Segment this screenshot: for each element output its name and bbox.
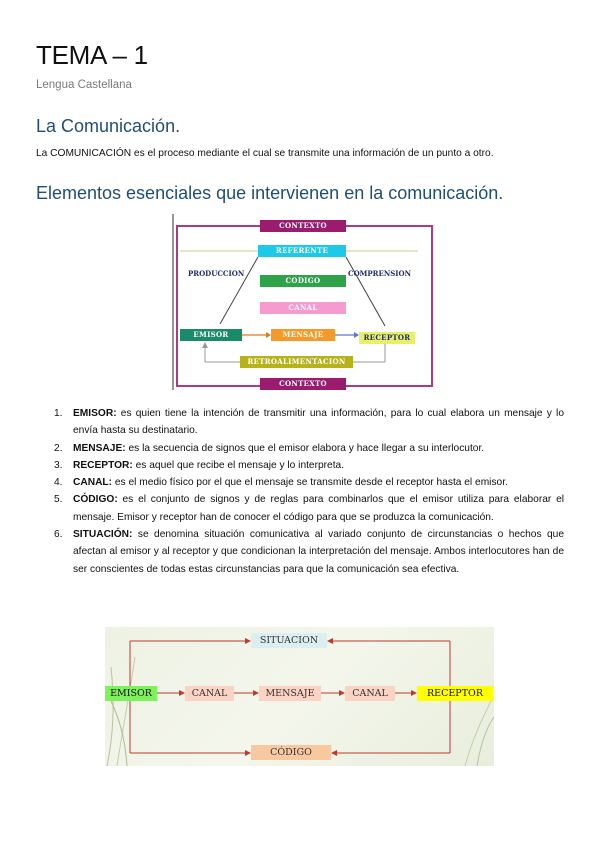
comprension-label: COMPRENSION: [348, 269, 412, 278]
subject-subtitle: Lengua Castellana: [36, 79, 132, 91]
mensaje-box: MENSAJE: [259, 686, 321, 701]
contexto-top-box: CONTEXTO: [260, 220, 346, 232]
list-item: 1. EMISOR: es quien tiene la intención de transmitir una información, para lo cual elabora un mensaje y lo envía hasta su destinatario.: [54, 408, 564, 437]
codigo-box: CODIGO: [260, 275, 346, 287]
receptor-box: RECEPTOR: [359, 332, 415, 344]
list-item: 2. MENSAJE: es la secuencia de signos que el emisor elabora y hace llegar a su interlocutor.: [54, 442, 485, 454]
codigo-box: CÓDIGO: [251, 745, 331, 760]
section-heading-elementos: Elementos esenciales que intervienen en la comunicación.: [36, 183, 504, 203]
situacion-box: SITUACION: [251, 633, 327, 648]
list-item: 6. SITUACIÓN: se denomina situación comunicativa al variado conjunto de circunstancias o hechos que afectan al emisor y al receptor y que condicionan la interpretación del mensaje. Ambos interlocutores han de ser conscientes de todas estas circunstancias para que la comunicación sea efectiva.: [54, 529, 564, 575]
definition-paragraph: La COMUNICACIÓN es el proceso mediante el cual se transmite una información de un punto a otro.: [36, 148, 494, 159]
emisor-box: EMISOR: [180, 329, 242, 341]
section-heading-comunicacion: La Comunicación.: [36, 116, 181, 136]
canal-box-1: CANAL: [185, 686, 234, 701]
canal-box: CANAL: [260, 302, 346, 314]
elements-list: [54, 405, 564, 578]
mensaje-box: MENSAJE: [271, 329, 335, 341]
communication-elements-diagram: [170, 214, 435, 394]
page-title: TEMA – 1: [36, 40, 148, 70]
communication-flow-diagram: [105, 627, 494, 766]
retroalimentacion-box: RETROALIMENTACION: [240, 356, 353, 368]
receptor-box: RECEPTOR: [417, 686, 493, 701]
emisor-box: EMISOR: [105, 686, 157, 701]
contexto-bottom-box: CONTEXTO: [260, 378, 346, 390]
canal-box-2: CANAL: [345, 686, 395, 701]
list-item: 5. CÓDIGO: es el conjunto de signos y de reglas para combinarlos que el emisor utiliza para elaborar el mensaje. Emisor y receptor han de conocer el código para que se produzca la comunicación.: [54, 494, 564, 523]
produccion-label: PRODUCCION: [188, 269, 245, 278]
list-item: 3. RECEPTOR: es aquel que recibe el mensaje y lo interpreta.: [54, 459, 345, 471]
list-item: 4. CANAL: es el medio físico por el que el mensaje se transmite desde el receptor hasta el emisor.: [54, 477, 508, 489]
referente-box: REFERENTE: [258, 245, 346, 257]
